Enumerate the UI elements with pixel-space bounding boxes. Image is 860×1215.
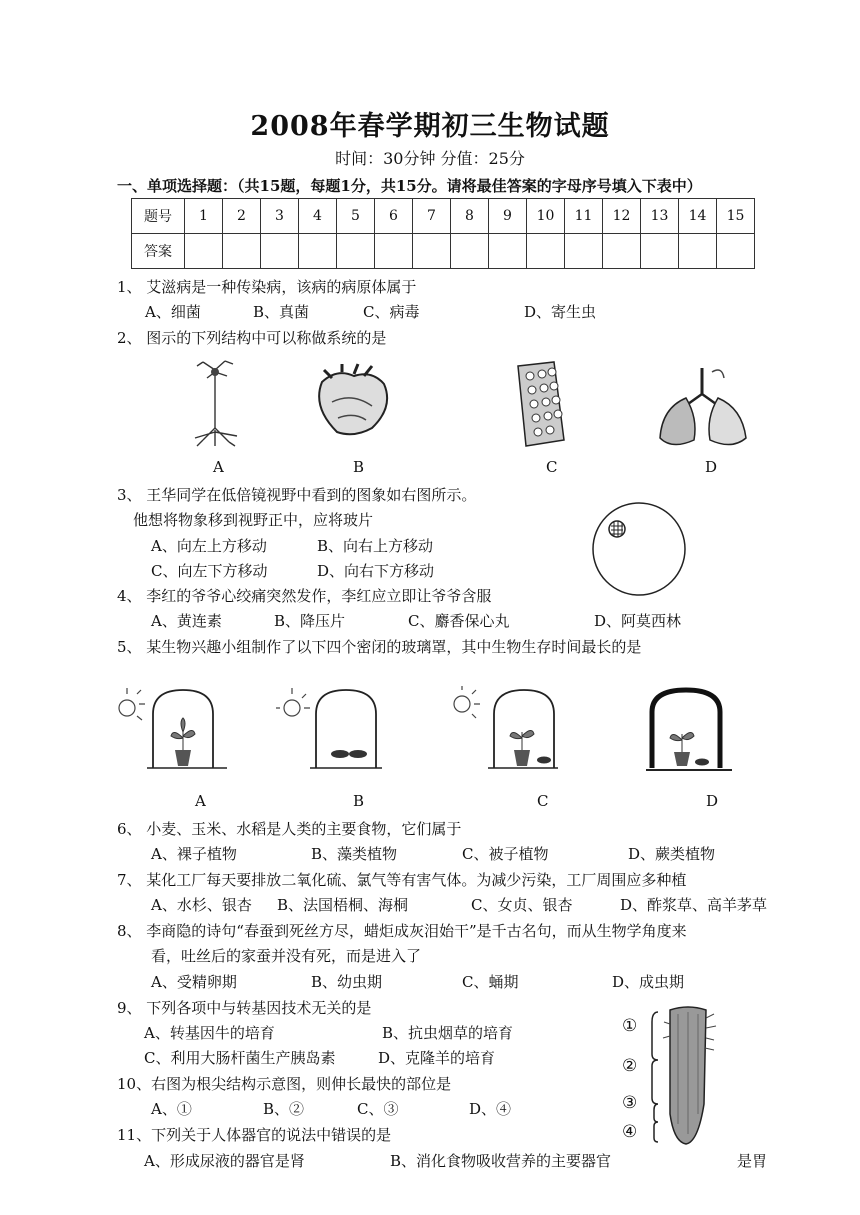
answer-cell[interactable] xyxy=(223,234,261,269)
q8-option-b: B、幼虫期 xyxy=(311,973,383,991)
q6-option-c: C、被子植物 xyxy=(462,845,549,863)
question-11-stem: 11、下列关于人体器官的说法中错误的是 xyxy=(117,1126,392,1144)
microscope-field-figure xyxy=(590,500,688,598)
table-cell: 9 xyxy=(489,199,527,234)
table-cell: 2 xyxy=(223,199,261,234)
q4-option-a: A、黄连素 xyxy=(151,612,222,630)
q1-option-b: B、真菌 xyxy=(253,303,310,321)
root-tip-figure xyxy=(648,1004,728,1150)
answer-cell[interactable] xyxy=(261,234,299,269)
q10-option-d: D、④ xyxy=(469,1100,512,1118)
q2-label-a: A xyxy=(213,458,224,476)
table-cell: 1 xyxy=(185,199,223,234)
root-marker-1: ① xyxy=(622,1016,638,1036)
q2-label-d: D xyxy=(705,458,718,476)
question-5-stem: 5、 某生物兴趣小组制作了以下四个密闭的玻璃罩，其中生物生存时间最长的是 xyxy=(117,638,642,656)
question-2-stem: 2、 图示的下列结构中可以称做系统的是 xyxy=(117,329,387,347)
section-heading: 一、单项选择题：（共15题，每题1分，共15分。请将最佳答案的字母序号填入下表中） xyxy=(117,177,702,195)
q5-label-b: B xyxy=(353,792,365,810)
table-cell: 10 xyxy=(527,199,565,234)
q7-option-c: C、女贞、银杏 xyxy=(471,896,573,914)
table-cell: 12 xyxy=(603,199,641,234)
q9-option-d: D、克隆羊的培育 xyxy=(378,1049,496,1067)
q6-option-b: B、藻类植物 xyxy=(311,845,398,863)
bell-jar-a-figure xyxy=(117,684,233,774)
tissue-figure xyxy=(510,360,568,448)
bell-jar-d-figure xyxy=(640,684,736,776)
q11-option-b-tail: 是胃 xyxy=(737,1152,768,1170)
answer-cell[interactable] xyxy=(679,234,717,269)
table-cell: 4 xyxy=(299,199,337,234)
bell-jar-b-figure xyxy=(270,684,386,774)
q4-option-d: D、阿莫西林 xyxy=(594,612,682,630)
row-label-answer: 答案 xyxy=(132,234,185,269)
q6-option-d: D、蕨类植物 xyxy=(628,845,716,863)
answer-cell[interactable] xyxy=(603,234,641,269)
table-row xyxy=(132,199,755,234)
row-label-number: 题号 xyxy=(132,199,185,234)
answer-cell[interactable] xyxy=(565,234,603,269)
q5-label-c: C xyxy=(537,792,549,810)
question-8-stem-2: 看，吐丝后的家蚕并没有死，而是进入了 xyxy=(151,947,422,965)
heart-figure xyxy=(302,362,398,438)
table-cell: 3 xyxy=(261,199,299,234)
root-marker-4: ④ xyxy=(622,1122,638,1142)
q8-option-c: C、蛹期 xyxy=(462,973,519,991)
table-cell: 11 xyxy=(565,199,603,234)
q3-option-c: C、向左下方移动 xyxy=(151,562,268,580)
q7-option-d: D、酢浆草、高羊茅草 xyxy=(620,896,768,914)
table-cell: 7 xyxy=(413,199,451,234)
q11-option-a: A、形成尿液的器官是肾 xyxy=(144,1152,305,1170)
question-3-stem: 3、 王华同学在低倍镜视野中看到的图象如右图所示。 xyxy=(117,486,477,504)
bell-jar-c-figure xyxy=(448,684,560,774)
q1-option-a: A、细菌 xyxy=(145,303,201,321)
q10-option-b: B、② xyxy=(263,1100,305,1118)
question-1-stem: 1、 艾滋病是一种传染病，该病的病原体属于 xyxy=(117,278,417,296)
q3-option-b: B、向右上方移动 xyxy=(317,537,434,555)
lungs-figure xyxy=(652,368,752,452)
root-marker-3: ③ xyxy=(622,1093,638,1113)
question-4-stem: 4、 李红的爷爷心绞痛突然发作，李红应立即让爷爷含服 xyxy=(117,587,492,605)
q8-option-a: A、受精卵期 xyxy=(151,973,237,991)
exam-info: 时间：30分钟 分值：25分 xyxy=(335,149,525,168)
q1-option-d: D、寄生虫 xyxy=(524,303,597,321)
answer-cell[interactable] xyxy=(299,234,337,269)
table-cell: 13 xyxy=(641,199,679,234)
table-cell: 8 xyxy=(451,199,489,234)
q6-option-a: A、裸子植物 xyxy=(151,845,237,863)
q9-option-b: B、抗虫烟草的培育 xyxy=(382,1024,514,1042)
question-9-stem: 9、 下列各项中与转基因技术无关的是 xyxy=(117,999,372,1017)
q2-label-b: B xyxy=(353,458,365,476)
q11-option-b: B、消化食物吸收营养的主要器官 xyxy=(390,1152,612,1170)
table-cell: 15 xyxy=(717,199,755,234)
q5-label-a: A xyxy=(195,792,206,810)
q3-option-a: A、向左上方移动 xyxy=(151,537,267,555)
question-10-stem: 10、右图为根尖结构示意图，则伸长最快的部位是 xyxy=(117,1075,452,1093)
question-8-stem: 8、 李商隐的诗句“春蚕到死丝方尽，蜡炬成灰泪始干”是千古名句，而从生物学角度来 xyxy=(117,922,687,940)
question-3-stem-2: 他想将物象移到视野正中，应将玻片 xyxy=(133,511,374,529)
page-title: 2008年春学期初三生物试题 xyxy=(250,111,610,142)
q2-label-c: C xyxy=(546,458,558,476)
answer-cell[interactable] xyxy=(451,234,489,269)
neuron-figure xyxy=(185,358,245,450)
q10-option-c: C、③ xyxy=(357,1100,399,1118)
answer-cell[interactable] xyxy=(375,234,413,269)
q10-option-a: A、① xyxy=(151,1100,192,1118)
answer-cell[interactable] xyxy=(717,234,755,269)
table-cell: 5 xyxy=(337,199,375,234)
answer-cell[interactable] xyxy=(527,234,565,269)
q4-option-b: B、降压片 xyxy=(274,612,346,630)
q9-option-a: A、转基因牛的培育 xyxy=(144,1024,275,1042)
answer-cell[interactable] xyxy=(413,234,451,269)
q1-option-c: C、病毒 xyxy=(363,303,420,321)
q9-option-c: C、利用大肠杆菌生产胰岛素 xyxy=(144,1049,336,1067)
answer-cell[interactable] xyxy=(185,234,223,269)
table-cell: 14 xyxy=(679,199,717,234)
question-7-stem: 7、 某化工厂每天要排放二氧化硫、氯气等有害气体。为减少污染，工厂周围应多种植 xyxy=(117,871,687,889)
q3-option-d: D、向右下方移动 xyxy=(317,562,435,580)
table-row xyxy=(132,234,755,269)
q8-option-d: D、成虫期 xyxy=(612,973,685,991)
answer-table xyxy=(131,198,755,269)
q5-label-d: D xyxy=(706,792,719,810)
answer-cell[interactable] xyxy=(641,234,679,269)
question-6-stem: 6、 小麦、玉米、水稻是人类的主要食物，它们属于 xyxy=(117,820,462,838)
answer-cell[interactable] xyxy=(489,234,527,269)
table-cell: 6 xyxy=(375,199,413,234)
answer-cell[interactable] xyxy=(337,234,375,269)
q7-option-b: B、法国梧桐、海桐 xyxy=(277,896,409,914)
q4-option-c: C、麝香保心丸 xyxy=(408,612,510,630)
root-marker-2: ② xyxy=(622,1056,638,1076)
q7-option-a: A、水杉、银杏 xyxy=(151,896,252,914)
